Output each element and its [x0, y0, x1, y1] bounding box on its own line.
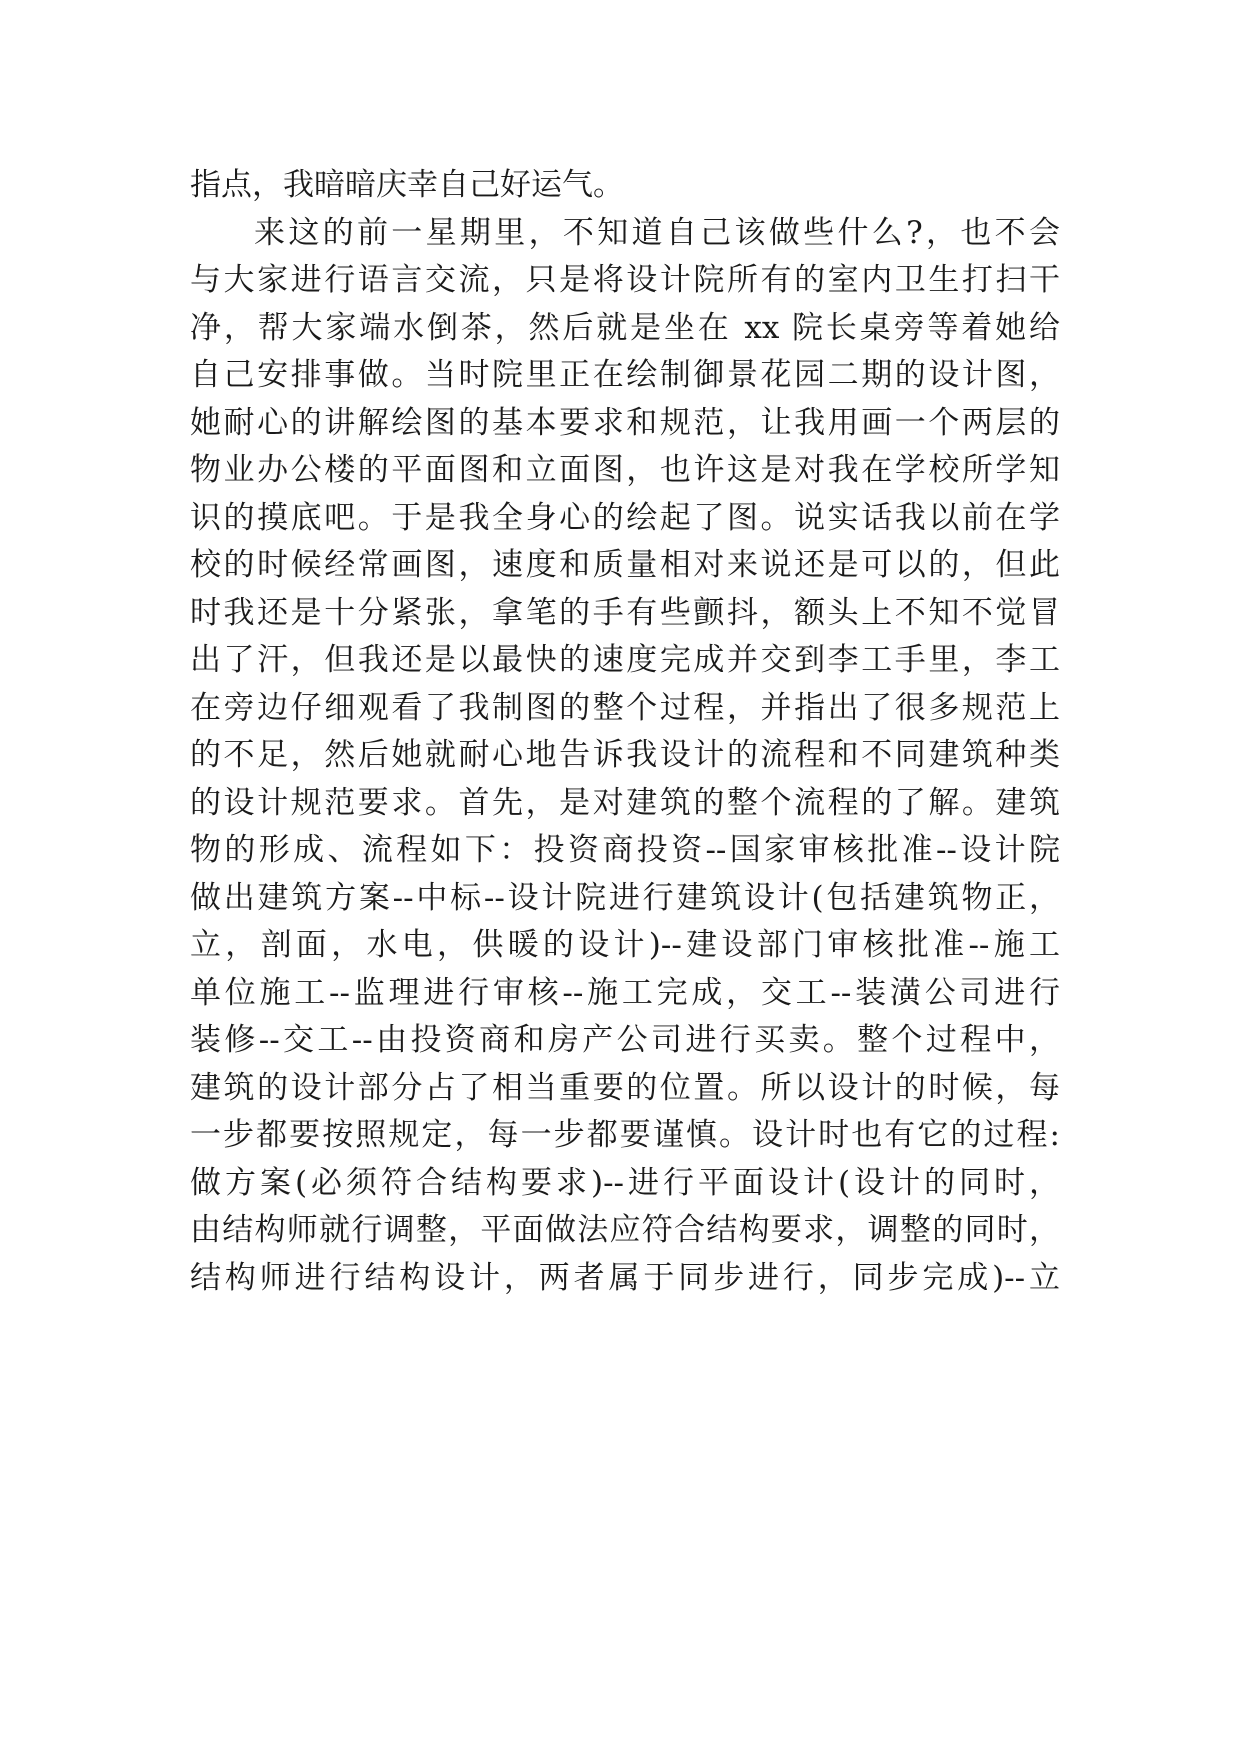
text-line: 物的形成、流程如下：投资商投资--国家审核批准--设计院: [190, 832, 1060, 868]
text-line: 装修--交工--由投资商和房产公司进行买卖。整个过程中，: [190, 1022, 1060, 1058]
paragraph-first-line: 来这的前一星期里，不知道自己该做些什么?，也不会: [254, 214, 1060, 251]
text-line: 做出建筑方案--中标--设计院进行建筑设计(包括建筑物正，: [190, 879, 1060, 916]
text-line: 由结构师就行调整，平面做法应符合结构要求，调整的同时，: [190, 1212, 1060, 1248]
text-line: 在旁边仔细观看了我制图的整个过程，并指出了很多规范上: [190, 689, 1060, 726]
text-line: 时我还是十分紧张，拿笔的手有些颤抖，额头上不知不觉冒: [190, 594, 1060, 631]
text-line: 净，帮大家端水倒茶，然后就是坐在 xx 院长桌旁等着她给: [190, 309, 1060, 346]
text-line: 一步都要按照规定，每一步都要谨慎。设计时也有它的过程:: [190, 1117, 1060, 1153]
text-line: 识的摸底吧。于是我全身心的绘起了图。说实话我以前在学: [190, 499, 1060, 536]
text-line: 与大家进行语言交流，只是将设计院所有的室内卫生打扫干: [190, 262, 1060, 298]
text-line: 她耐心的讲解绘图的基本要求和规范，让我用画一个两层的: [190, 404, 1060, 441]
text-line: 的设计规范要求。首先，是对建筑的整个流程的了解。建筑: [190, 784, 1060, 821]
text-line: 立，剖面，水电，供暖的设计)--建设部门审核批准--施工: [190, 927, 1060, 963]
text-line: 校的时候经常画图，速度和质量相对来说还是可以的，但此: [190, 547, 1060, 583]
text-line: 出了汗，但我还是以最快的速度完成并交到李工手里，李工: [190, 642, 1060, 678]
text-line: 物业办公楼的平面图和立面图，也许这是对我在学校所学知: [190, 452, 1060, 488]
text-line: 结构师进行结构设计，两者属于同步进行，同步完成)--立: [190, 1259, 1060, 1296]
body-text: [190, 162, 1060, 1302]
text-line: 指点，我暗暗庆幸自己好运气。: [190, 167, 624, 203]
text-line: 自己安排事做。当时院里正在绘制御景花园二期的设计图，: [190, 357, 1060, 393]
text-line: 做方案(必须符合结构要求)--进行平面设计(设计的同时，: [190, 1164, 1060, 1201]
text-line: 单位施工--监理进行审核--施工完成，交工--装潢公司进行: [190, 974, 1060, 1011]
text-line: 的不足，然后她就耐心地告诉我设计的流程和不同建筑种类: [190, 737, 1060, 773]
text-line: 建筑的设计部分占了相当重要的位置。所以设计的时候，每: [190, 1069, 1060, 1106]
